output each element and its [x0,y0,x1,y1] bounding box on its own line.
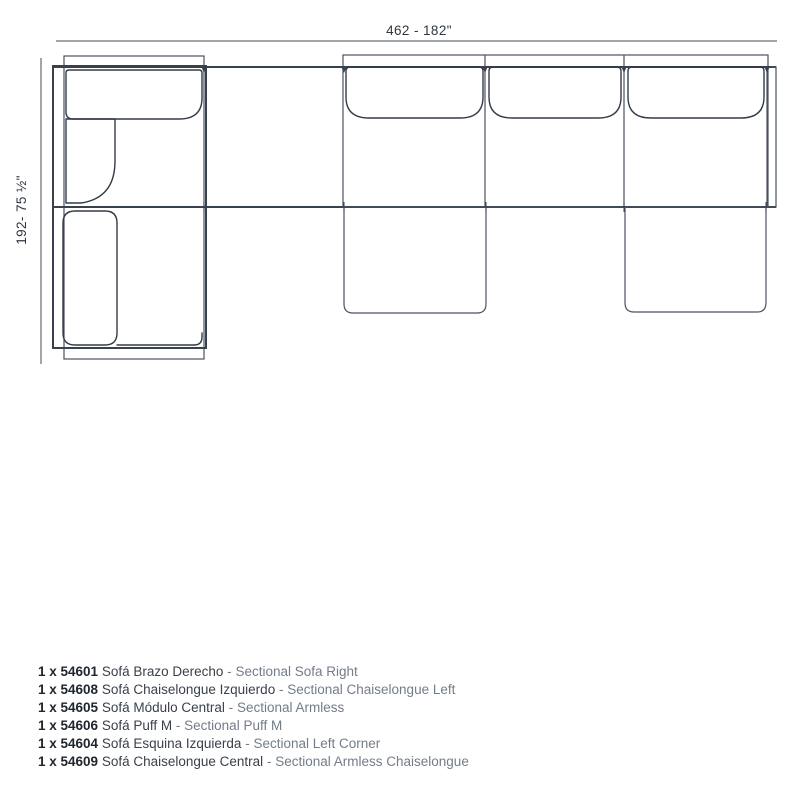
part-name-en: Sectional Left Corner [253,736,381,751]
part-qty-code: 1 x 54608 [38,682,99,697]
part-name-es: Sofá Brazo Derecho [101,664,224,679]
part-qty-code: 1 x 54604 [38,736,99,751]
left-chaise-cushion [63,211,117,345]
top-row-modules [343,55,776,313]
part-name-es: Sofá Chaiselongue Central [101,754,264,769]
part-name-es: Sofá Chaiselongue Izquierdo [101,682,276,697]
part-name-en: Sectional Armless [236,700,345,715]
part-name-en: Sectional Sofa Right [235,664,358,679]
part-separator: - [228,700,234,715]
back-cushion-right-sofa [628,67,764,118]
part-name-es: Sofá Esquina Izquierda [101,736,242,751]
part-name-en: Sectional Puff M [184,718,283,733]
part-separator: - [266,754,272,769]
part-qty-code: 1 x 54601 [38,664,99,679]
part-row [38,663,469,681]
part-separator: - [278,682,284,697]
part-row [38,681,469,699]
part-qty-code: 1 x 54609 [38,754,99,769]
chaise-extension-central [344,207,486,313]
top-row-outline [343,55,768,207]
part-row [38,717,469,735]
part-qty-code: 1 x 54605 [38,700,99,715]
left-chaise-cushion-edge [117,333,202,345]
part-name-en: Sectional Armless Chaiselongue [275,754,469,769]
back-cushion-armless [489,67,621,118]
part-name-es: Sofá Puff M [101,718,173,733]
part-row [38,699,469,717]
part-separator: - [227,664,232,679]
part-name-es: Sofá Módulo Central [101,700,225,715]
back-cushion-chaiselongue-central [346,67,483,118]
width-dimension-label: 462 - 182" [386,23,452,38]
part-row [38,753,469,771]
part-row [38,735,469,753]
parts-list [38,663,469,771]
chaise-extension-right [625,207,766,312]
corner-back-cushion [66,70,202,119]
part-separator: - [175,718,181,733]
part-separator: - [245,736,250,751]
corner-side-cushion [66,119,115,203]
height-dimension-label: 192- 75 ½" [14,175,29,245]
part-name-en: Sectional Chaiselongue Left [287,682,456,697]
part-qty-code: 1 x 54606 [38,718,99,733]
